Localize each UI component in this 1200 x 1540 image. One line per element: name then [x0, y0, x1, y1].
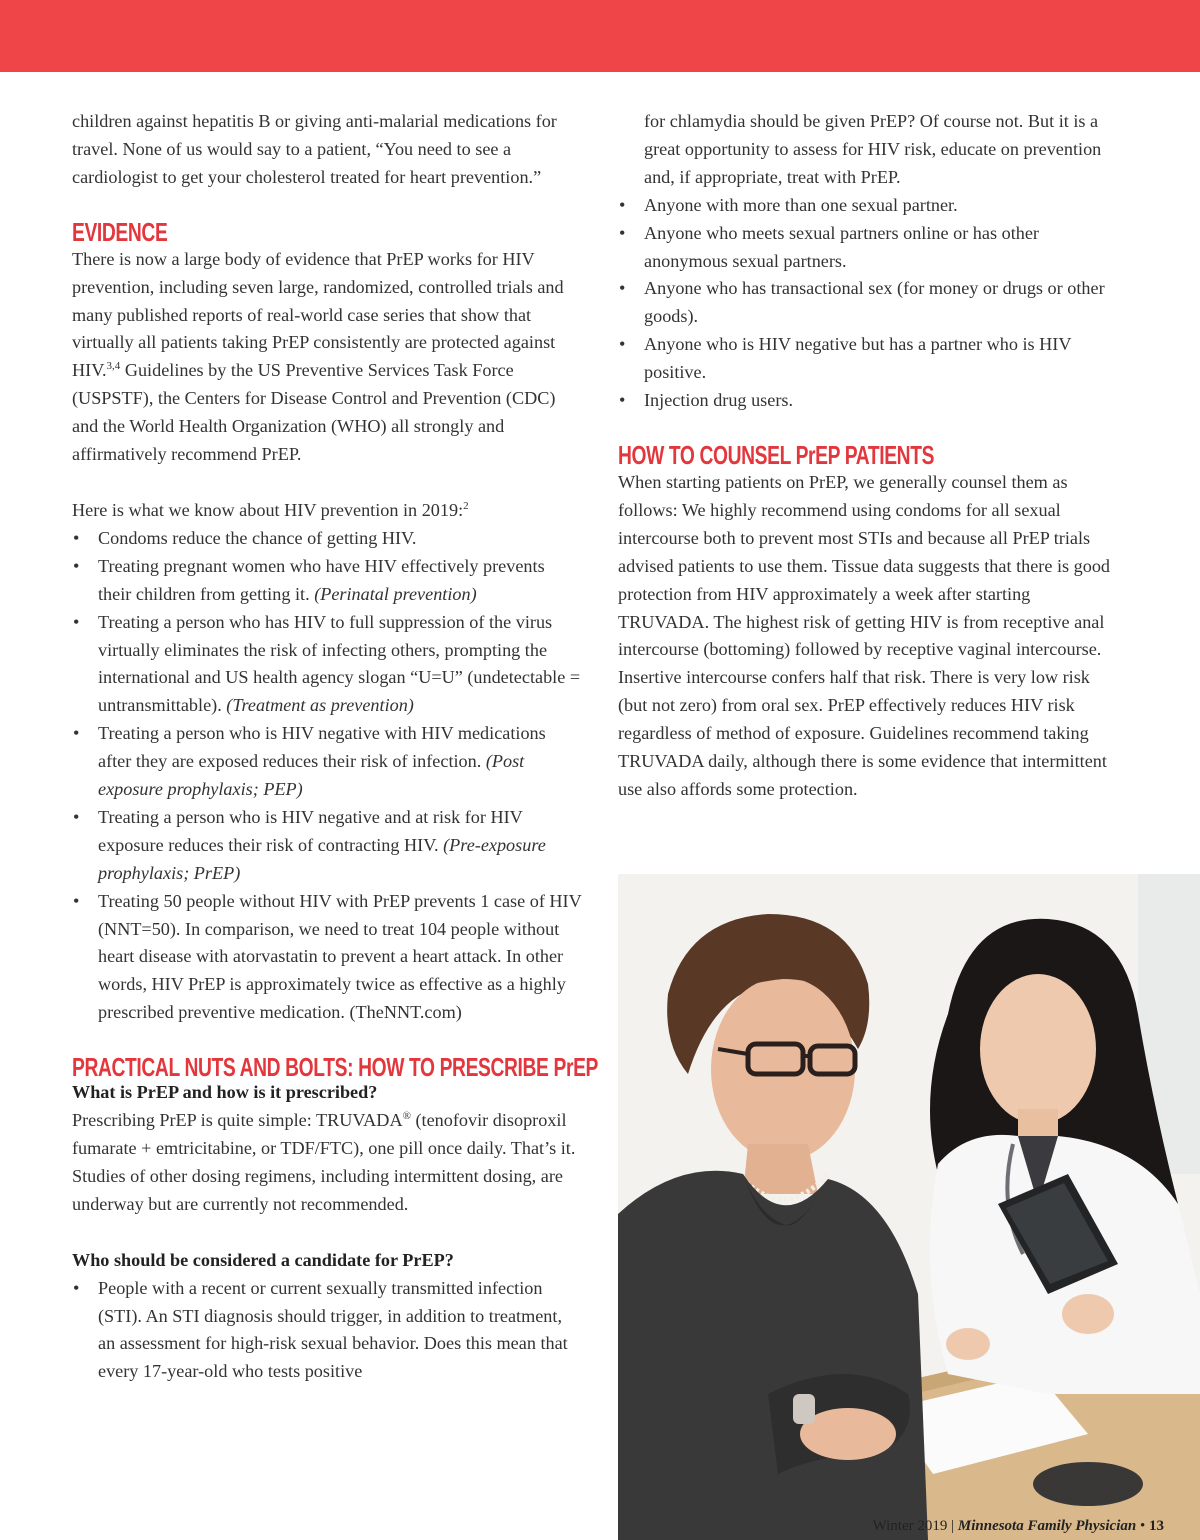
candidate-list-continued	[618, 192, 1123, 415]
candidate-list	[72, 1275, 582, 1387]
footer-separator: |	[951, 1518, 955, 1534]
list-item-text: Treating pregnant women who have HIV effectively prevents their children from getting it.	[98, 555, 545, 604]
doctor-patient-photo	[618, 874, 1200, 1540]
what-paragraph	[72, 1107, 582, 1219]
footer-season: Winter 2019	[872, 1518, 948, 1534]
footer-magazine: Minnesota Family Physician	[957, 1518, 1137, 1534]
list-item-note: (Post exposure prophylaxis; PEP)	[98, 751, 525, 800]
know-intro-text: Here is what we know about HIV prevention in 2019:	[72, 499, 464, 520]
top-color-band	[0, 0, 1200, 72]
list-item-text: Treating a person who is HIV negative and at risk for HIV exposure reduces their risk of contracting HIV.	[98, 806, 523, 855]
prevention-list	[72, 525, 582, 1027]
evidence-text-a: There is now a large body of evidence that PrEP works for HIV prevention, including seven large, randomized, controlled trials and many published reports of real-world case series that show that virtually all patients taking PrEP consistently are protected against HIV.	[72, 248, 564, 381]
list-item	[72, 553, 582, 609]
counsel-paragraph: When starting patients on PrEP, we generally counsel them as follows: We highly recommend using condoms for all sexual intercourse both to prevent most STIs and because all PrEP trials advised patients to use them. Tissue data suggests that there is good protection from HIV approximately a week after starting TRUVADA. The highest risk of getting HIV is from receptive anal intercourse (bottoming) followed by receptive vaginal intercourse. Insertive intercourse confers half that risk. There is very low risk (but not zero) from oral sex. PrEP effectively reduces HIV risk regardless of method of exposure. Guidelines recommend taking TRUVADA daily, although there is some evidence that intermittent use also affords some protection.	[618, 471, 1111, 799]
counsel-heading: HOW TO COUNSEL PrEP PATIENTS	[618, 439, 935, 470]
list-item	[72, 525, 582, 553]
page-number: 13	[1149, 1518, 1164, 1534]
list-item-text: People with a recent or current sexually transmitted infection (STI). An STI diagnosis should trigger, in addition to treatment, an assessment for high-risk sexual behavior. Does this mean that every 17-year-old who tests positive	[98, 1277, 568, 1382]
list-item	[72, 888, 582, 1028]
continued-paragraph: for chlamydia should be given PrEP? Of course not. But it is a great opportunity to assess for HIV risk, educate on prevention and, if appropriate, treat with PrEP.	[644, 111, 1102, 187]
list-item: • Anyone who is HIV negative but has a partner who is HIV positive.	[618, 331, 1123, 387]
list-item: • Anyone with more than one sexual partner.	[618, 192, 1123, 220]
list-item: • Anyone who meets sexual partners online or has other anonymous sexual partners.	[618, 220, 1123, 276]
what-text-a: Prescribing PrEP is quite simple: TRUVADA	[72, 1110, 403, 1131]
evidence-citation: 3,4	[106, 360, 121, 373]
list-item	[72, 609, 582, 721]
list-item	[72, 1275, 582, 1387]
know-intro	[72, 497, 582, 525]
left-column	[72, 108, 598, 1386]
list-item-text: Treating 50 people without HIV with PrEP prevents 1 case of HIV (NNT=50). In comparison, we need to treat 104 people without heart disease with atorvastatin to prevent a heart attack. In other words, HIV PrEP is approximately twice as effective as a highly prescribed preventive medication. (TheNNT.com)	[98, 890, 582, 1023]
list-item: • Anyone who has transactional sex (for money or drugs or other goods).	[618, 275, 1123, 331]
list-item-note: (Perinatal prevention)	[314, 583, 477, 604]
intro-paragraph: children against hepatitis B or giving anti-malarial medications for travel. None of us would say to a patient, “You need to see a cardiologist to get your cholesterol treated for heart prevention.”	[72, 111, 557, 187]
list-item-text: Condoms reduce the chance of getting HIV.	[98, 527, 417, 548]
registered-mark: ®	[402, 1110, 411, 1123]
list-item	[72, 804, 582, 888]
candidate-subhead: Who should be considered a candidate for PrEP?	[72, 1249, 454, 1270]
list-item-note: (Treatment as prevention)	[226, 695, 414, 716]
list-item-text: Treating a person who has HIV to full suppression of the virus virtually eliminates the risk of infecting others, prompting the international and US health agency slogan “U=U” (undetectable = untransmittable).	[98, 611, 581, 716]
evidence-heading: EVIDENCE	[72, 216, 168, 247]
list-item-note: (Pre-exposure prophylaxis; PrEP)	[98, 834, 546, 883]
what-text-b: (tenofovir disoproxil fumarate + emtricitabine, or TDF/FTC), one pill once daily. That’s it. Studies of other dosing regimens, including intermittent dosing, are underway but are currently not recommended.	[72, 1110, 576, 1214]
list-item: • Injection drug users.	[618, 387, 1123, 415]
know-citation: 2	[463, 499, 469, 512]
page-footer	[873, 1518, 1164, 1535]
evidence-paragraph	[72, 246, 582, 469]
footer-bullet: •	[1139, 1518, 1146, 1534]
evidence-text-b: Guidelines by the US Preventive Services Task Force (USPSTF), the Centers for Disease Control and Prevention (CDC) and the World Health Organization (WHO) all strongly and affirmatively recommend PrEP.	[72, 360, 556, 465]
what-subhead: What is PrEP and how is it prescribed?	[72, 1082, 378, 1103]
list-item-text: Treating a person who is HIV negative with HIV medications after they are exposed reduces their risk of infection.	[98, 723, 546, 772]
right-column	[618, 108, 1123, 804]
list-item	[72, 720, 582, 804]
practical-heading: PRACTICAL NUTS AND BOLTS: HOW TO PRESCRIBE PrEP	[72, 1052, 598, 1083]
